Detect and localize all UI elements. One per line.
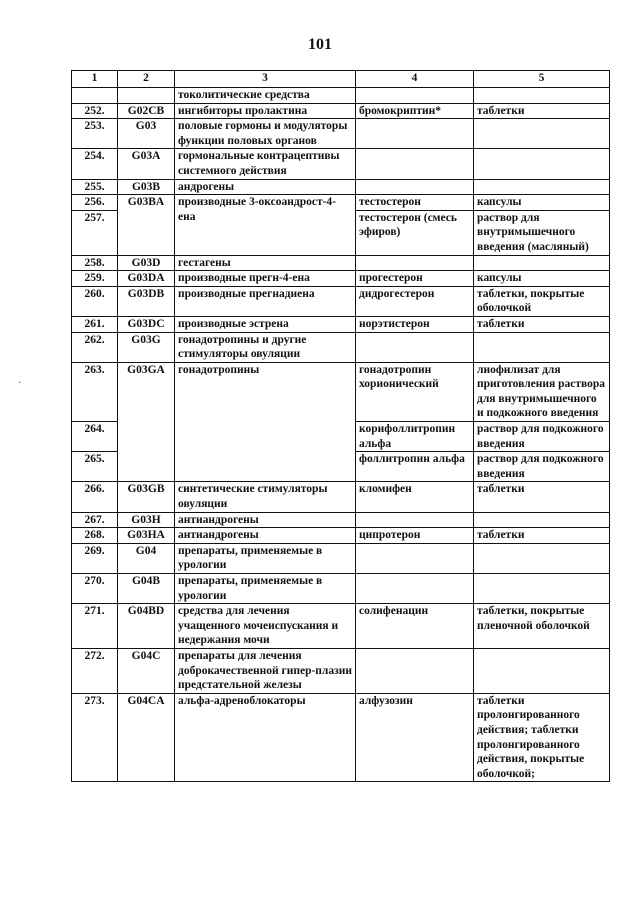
row-number-cell: 254.	[72, 149, 118, 179]
atc-code-cell: G03GA	[118, 362, 175, 482]
atc-code-cell: G03D	[118, 255, 175, 271]
row-number-cell: 258.	[72, 255, 118, 271]
atc-code-cell: G04CA	[118, 693, 175, 782]
dosage-form-cell: таблетки, покрытые оболочкой	[474, 286, 610, 316]
atc-code-cell: G03G	[118, 332, 175, 362]
row-number-cell: 273.	[72, 693, 118, 782]
column-header: 5	[474, 71, 610, 88]
group-name-cell: гонадотропины	[175, 362, 356, 482]
table-row	[72, 103, 610, 119]
table-body	[72, 88, 610, 782]
group-name-cell: производные прегн-4-ена	[175, 271, 356, 287]
atc-code-cell: G04B	[118, 574, 175, 604]
atc-code-cell: G03A	[118, 149, 175, 179]
atc-code-cell: G03GB	[118, 482, 175, 512]
drug-table	[71, 70, 610, 782]
dosage-form-cell	[474, 512, 610, 528]
drug-name-cell	[356, 255, 474, 271]
row-number-cell: 255.	[72, 179, 118, 195]
group-name-cell: препараты, применяемые в урологии	[175, 574, 356, 604]
atc-code-cell: G02CB	[118, 103, 175, 119]
dosage-form-cell: таблетки	[474, 482, 610, 512]
table-row	[72, 286, 610, 316]
group-name-cell: производные эстрена	[175, 316, 356, 332]
table-row	[72, 316, 610, 332]
atc-code-cell: G04C	[118, 648, 175, 693]
group-name-cell: альфа-адреноблокаторы	[175, 693, 356, 782]
dosage-form-cell	[474, 179, 610, 195]
row-number-cell: 272.	[72, 648, 118, 693]
drug-name-cell	[356, 179, 474, 195]
atc-code-cell: G03H	[118, 512, 175, 528]
atc-code-cell: G03BA	[118, 195, 175, 255]
table-row	[72, 362, 610, 421]
atc-code-cell: G03B	[118, 179, 175, 195]
table-row	[72, 332, 610, 362]
atc-code-cell: G03DA	[118, 271, 175, 287]
drug-name-cell	[356, 574, 474, 604]
drug-name-cell: тестостерон	[356, 195, 474, 211]
drug-name-cell: дидрогестерон	[356, 286, 474, 316]
dosage-form-cell: раствор для подкожного введения	[474, 452, 610, 482]
table-row	[72, 543, 610, 573]
table-row	[72, 149, 610, 179]
group-name-cell: синтетические стимуляторы овуляции	[175, 482, 356, 512]
table-row	[72, 195, 610, 211]
row-number-cell: 269.	[72, 543, 118, 573]
drug-name-cell: фоллитропин альфа	[356, 452, 474, 482]
table-row	[72, 648, 610, 693]
row-number-cell: 266.	[72, 482, 118, 512]
table-row	[72, 528, 610, 544]
dosage-form-cell: раствор для внутримышечного введения (масляный)	[474, 210, 610, 255]
dosage-form-cell: капсулы	[474, 271, 610, 287]
table-row	[72, 693, 610, 782]
drug-name-cell	[356, 648, 474, 693]
atc-code-cell: G03DB	[118, 286, 175, 316]
row-number-cell: 264.	[72, 422, 118, 452]
dosage-form-cell: таблетки	[474, 103, 610, 119]
group-name-cell: токолитические средства	[175, 88, 356, 104]
group-name-cell: половые гормоны и модуляторы функции половых органов	[175, 119, 356, 149]
group-name-cell: производные прегнадиена	[175, 286, 356, 316]
table-row	[72, 179, 610, 195]
table-row	[72, 604, 610, 649]
group-name-cell: препараты, применяемые в урологии	[175, 543, 356, 573]
row-number-cell: 256.	[72, 195, 118, 211]
group-name-cell: андрогены	[175, 179, 356, 195]
drug-name-cell	[356, 332, 474, 362]
drug-name-cell: норэтистерон	[356, 316, 474, 332]
drug-name-cell: корифоллитропин альфа	[356, 422, 474, 452]
atc-code-cell: G03	[118, 119, 175, 149]
dosage-form-cell: таблетки, покрытые пленочной оболочкой	[474, 604, 610, 649]
row-number-cell: 260.	[72, 286, 118, 316]
dosage-form-cell	[474, 574, 610, 604]
group-name-cell: антиандрогены	[175, 512, 356, 528]
drug-name-cell: бромокриптин*	[356, 103, 474, 119]
row-number-cell: 253.	[72, 119, 118, 149]
row-number-cell: 271.	[72, 604, 118, 649]
table-row	[72, 119, 610, 149]
row-number-cell	[72, 88, 118, 104]
dosage-form-cell	[474, 149, 610, 179]
group-name-cell: средства для лечения учащенного мочеиспускания и недержания мочи	[175, 604, 356, 649]
group-name-cell: гонадотропины и другие стимуляторы овуляции	[175, 332, 356, 362]
dosage-form-cell: капсулы	[474, 195, 610, 211]
drug-name-cell: гонадотропин хорионический	[356, 362, 474, 421]
drug-name-cell	[356, 543, 474, 573]
group-name-cell: гормональные контрацептивы системного действия	[175, 149, 356, 179]
dosage-form-cell: лиофилизат для приготовления раствора для внутримышечного и подкожного введения	[474, 362, 610, 421]
dosage-form-cell: таблетки пролонгированного действия; таблетки пролонгированного действия, покрытые оболочкой;	[474, 693, 610, 782]
atc-code-cell: G03DC	[118, 316, 175, 332]
row-number-cell: 262.	[72, 332, 118, 362]
table-row	[72, 482, 610, 512]
atc-code-cell: G04	[118, 543, 175, 573]
table-row	[72, 255, 610, 271]
table-row	[72, 574, 610, 604]
row-number-cell: 261.	[72, 316, 118, 332]
table-row	[72, 88, 610, 104]
column-header: 2	[118, 71, 175, 88]
row-number-cell: 267.	[72, 512, 118, 528]
dosage-form-cell: раствор для подкожного введения	[474, 422, 610, 452]
row-number-cell: 257.	[72, 210, 118, 255]
dosage-form-cell	[474, 88, 610, 104]
column-header: 3	[175, 71, 356, 88]
dosage-form-cell: таблетки	[474, 316, 610, 332]
row-number-cell: 263.	[72, 362, 118, 421]
group-name-cell: антиандрогены	[175, 528, 356, 544]
drug-name-cell	[356, 512, 474, 528]
group-name-cell: препараты для лечения доброкачественной гипер-плазии предстательной железы	[175, 648, 356, 693]
dosage-form-cell	[474, 543, 610, 573]
drug-name-cell: ципротерон	[356, 528, 474, 544]
row-number-cell: 268.	[72, 528, 118, 544]
atc-code-cell: G04BD	[118, 604, 175, 649]
dosage-form-cell	[474, 332, 610, 362]
scan-mark: ·	[18, 378, 22, 389]
table-row	[72, 512, 610, 528]
group-name-cell: производные 3-оксоандрост-4-ена	[175, 195, 356, 255]
dosage-form-cell	[474, 648, 610, 693]
drug-name-cell	[356, 149, 474, 179]
page-number: 101	[308, 36, 332, 53]
drug-name-cell: кломифен	[356, 482, 474, 512]
atc-code-cell: G03HA	[118, 528, 175, 544]
group-name-cell: гестагены	[175, 255, 356, 271]
atc-code-cell	[118, 88, 175, 104]
column-header: 4	[356, 71, 474, 88]
drug-name-cell: солифенацин	[356, 604, 474, 649]
column-header: 1	[72, 71, 118, 88]
dosage-form-cell	[474, 255, 610, 271]
row-number-cell: 252.	[72, 103, 118, 119]
dosage-form-cell: таблетки	[474, 528, 610, 544]
row-number-cell: 259.	[72, 271, 118, 287]
group-name-cell: ингибиторы пролактина	[175, 103, 356, 119]
dosage-form-cell	[474, 119, 610, 149]
drug-name-cell	[356, 119, 474, 149]
drug-name-cell: прогестерон	[356, 271, 474, 287]
row-number-cell: 265.	[72, 452, 118, 482]
table-row	[72, 271, 610, 287]
drug-name-cell: алфузозин	[356, 693, 474, 782]
header-row	[72, 71, 610, 88]
drug-name-cell: тестостерон (смесь эфиров)	[356, 210, 474, 255]
drug-name-cell	[356, 88, 474, 104]
row-number-cell: 270.	[72, 574, 118, 604]
